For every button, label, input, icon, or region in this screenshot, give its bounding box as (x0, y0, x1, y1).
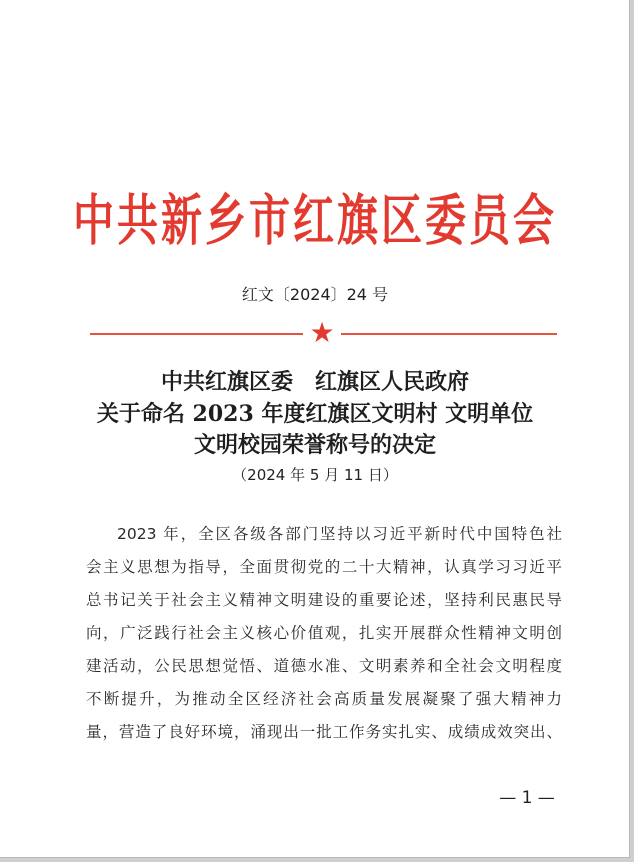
decision-date: （2024 年 5 月 11 日） (232, 466, 398, 484)
body-line-1: 2023 年，全区各级各部门坚持以习近平新时代中国特色社 (117, 525, 562, 543)
document-number: 红文〔2024〕24 号 (241, 285, 389, 304)
body-paragraph (86, 518, 562, 749)
title-line-1: 中共红旗区委 红旗区人民政府 (160, 369, 469, 395)
body-line-2: 会主义思想为指导，全面贯彻党的二十大精神，认真学习习近平 (86, 558, 562, 576)
issuer-header: 中共新乡市红旗区委员会 (73, 188, 557, 253)
body-line-4: 向，广泛践行社会主义核心价值观，扎实开展群众性精神文明创 (86, 624, 562, 642)
red-rule-left (90, 333, 303, 335)
title-line-2: 关于命名 2023 年度红旗区文明村 文明单位 (96, 401, 534, 427)
body-line-5: 建活动，公民思想觉悟、道德水准、文明素养和全社会文明程度 (86, 657, 562, 675)
body-line-7: 量，营造了良好环境，涌现出一批工作务实扎实、成绩成效突出、 (86, 723, 562, 741)
horizontal-scroll-strip[interactable] (0, 858, 634, 862)
title-line-3: 文明校园荣誉称号的决定 (193, 432, 436, 458)
body-line-3: 总书记关于社会主义精神文明建设的重要论述，坚持利民惠民导 (86, 591, 562, 609)
red-rule-right (341, 333, 557, 335)
page-number: — 1 — (499, 788, 555, 808)
star-icon: ★ (309, 316, 335, 349)
vertical-scroll-strip[interactable] (630, 0, 634, 862)
body-line-6: 不断提升，为推动全区经济社会高质量发展凝聚了强大精神力 (86, 690, 562, 708)
